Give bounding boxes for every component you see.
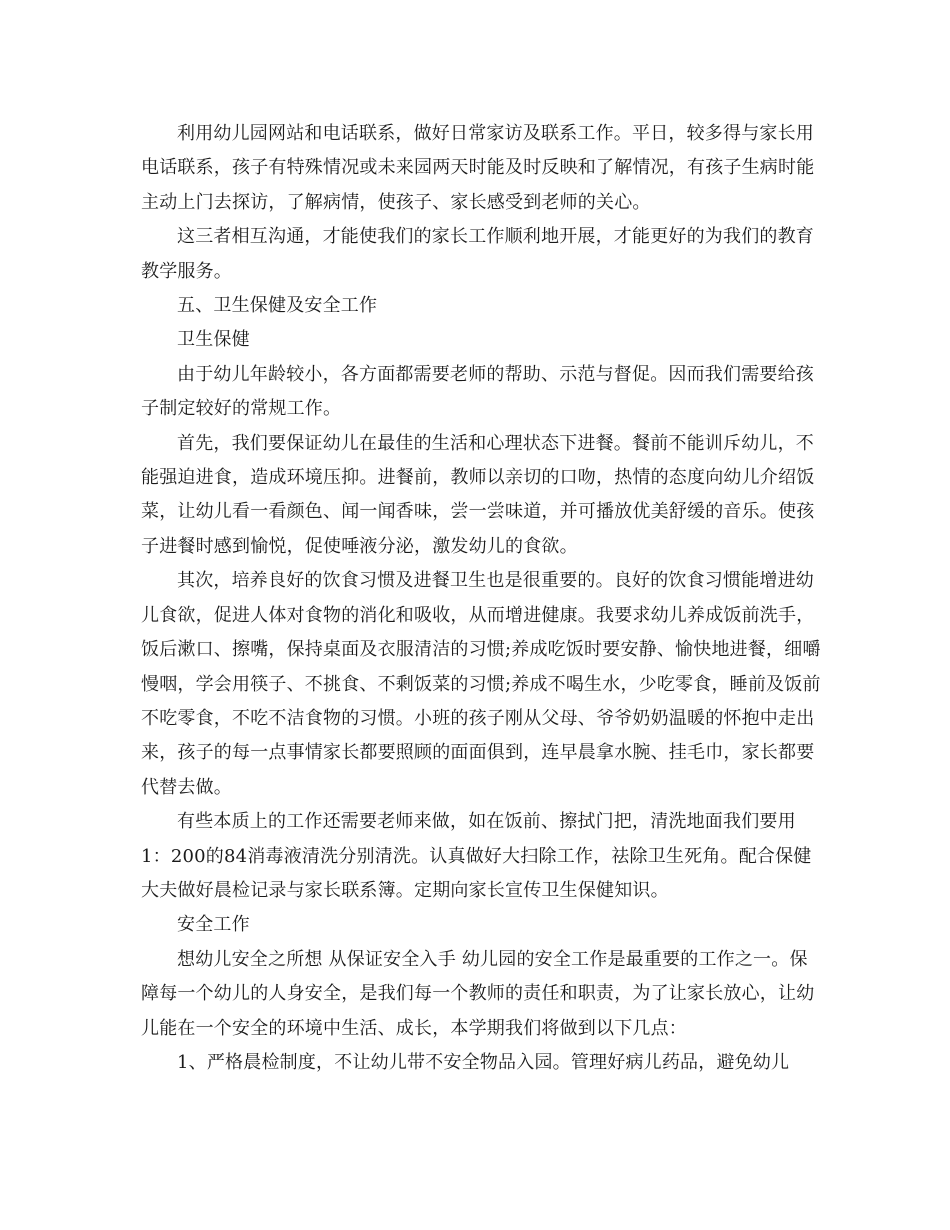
document-body [141, 117, 821, 1080]
paragraph-safety-intro: 想幼儿安全之所想 从保证安全入手 幼儿园的安全工作是最重要的工作之一。保障每一个幼儿的人身安全，是我们每一个教师的责任和职责，为了让家长放心，让幼儿能在一个安全的环境中生活、成长，本学期我们将做到以下几点： [141, 948, 815, 1039]
section-heading-health-safety: 五、卫生保健及安全工作 [177, 295, 378, 317]
paragraph-eating-habits: 其次，培养良好的饮食习惯及进餐卫生也是很重要的。良好的饮食习惯能增进幼儿食欲，促进人体对食物的消化和吸收，从而增进健康。我要求幼儿养成饭前洗手，饭后漱口、擦嘴，保持桌面及衣服清洁的习惯;养成吃饭时要安静、愉快地进餐，细嚼慢咽，学会用筷子、不挑食、不剩饭菜的习惯;养成不喝生水，少吃零食，睡前及饭前不吃零食，不吃不洁食物的习惯。小班的孩子刚从父母、爷爷奶奶温暖的怀抱中走出来，孩子的每一点事情家长都要照顾的面面俱到，连早晨拿水腕、挂毛巾，家长都要代替去做。 [141, 570, 821, 798]
paragraph-cleaning-work: 有些本质上的工作还需要老师来做，如在饭前、擦拭门把，清洗地面我们要用1：200的84消毒液清洗分别清洗。认真做好大扫除工作，祛除卫生死角。配合保健大夫做好晨检记录与家长联系簿。定期向家长宣传卫生保健知识。 [141, 811, 812, 901]
subheading-safety-work: 安全工作 [177, 914, 250, 936]
paragraph-home-contact: 利用幼儿园网站和电话联系，做好日常家访及联系工作。平日，较多得与家长用电话联系，孩子有特殊情况或未来园两天时能及时反映和了解情况，有孩子生病时能主动上门去探访，了解病情，使孩子、家长感受到老师的关心。 [141, 123, 815, 213]
paragraph-routine-work: 由于幼儿年龄较小，各方面都需要老师的帮助、示范与督促。因而我们需要给孩子制定较好的常规工作。 [141, 363, 814, 420]
paragraph-morning-check: 1、严格晨检制度，不让幼儿带不安全物品入园。管理好病儿药品，避免幼儿 [177, 1051, 790, 1073]
paragraph-mealtime-mood: 首先，我们要保证幼儿在最佳的生活和心理状态下进餐。餐前不能训斥幼儿，不能强迫进食，造成环境压抑。进餐前，教师以亲切的口吻，热情的态度向幼儿介绍饭菜，让幼儿看一看颜色、闻一闻香味，尝一尝味道，并可播放优美舒缓的音乐。使孩子进餐时感到愉悦，促使唾液分泌，激发幼儿的食欲。 [141, 432, 815, 557]
subheading-health-care: 卫生保健 [177, 329, 250, 351]
paragraph-communication-summary: 这三者相互沟通，才能使我们的家长工作顺利地开展，才能更好的为我们的教育教学服务。 [141, 226, 814, 282]
